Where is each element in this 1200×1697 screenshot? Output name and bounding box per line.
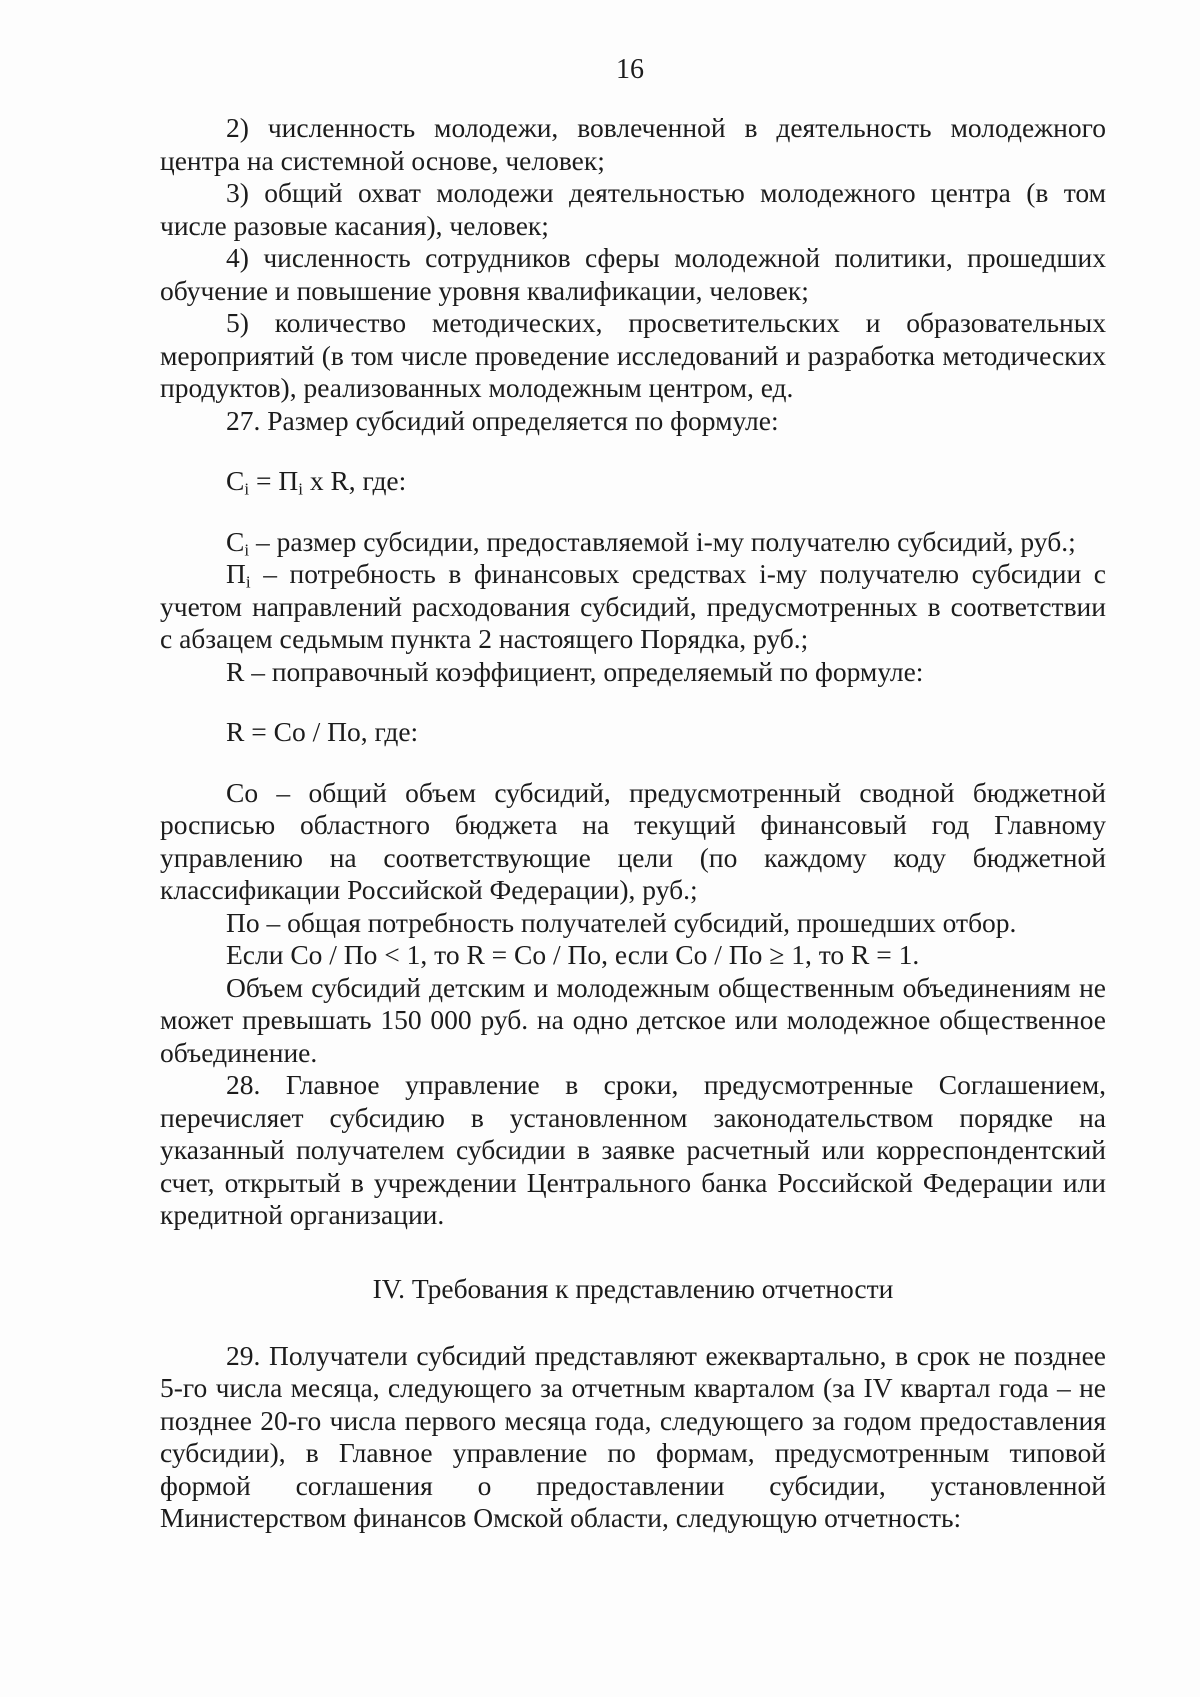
definition-pi-symbol: П — [226, 558, 246, 589]
definition-ci-text: – размер субсидии, предоставляемой i-му получателю субсидий, руб.; — [249, 525, 1076, 557]
paragraph-28: 28. Главное управление в сроки, предусмотренные Соглашением, перечисляет субсидию в установленном законодательством порядке на указанный получателем субсидии в заявке расчетный или корреспондентский счет, открытый в учреждении Центрального банка Российской Федерации или кредитной организации. — [160, 1069, 1106, 1230]
paragraph-27: 27. Размер субсидий определяется по формуле: — [226, 404, 779, 436]
paragraph-item-2: 2) численность молодежи, вовлеченной в деятельность молодежного центра на системной основе, человек; — [160, 112, 1106, 176]
definition-co: Co – общий объем субсидий, предусмотренный сводной бюджетной росписью областного бюджета на текущий финансовый год Главному управлению на соответствующие цели (по каждому коду бюджетной классификации Российской Федерации), руб.; — [160, 776, 1106, 905]
formula-subsidy-c: C — [226, 465, 245, 496]
definition-ci-symbol: C — [226, 525, 245, 557]
formula-subsidy — [160, 465, 1106, 498]
document-body — [160, 112, 1106, 1535]
condition-r: Если Co / По < 1, то R = Co / По, если Co / По ≥ 1, то R = 1. — [226, 939, 920, 970]
section-title: IV. Требования к представлению отчетности — [372, 1272, 894, 1304]
definition-r: R – поправочный коэффициент, определяемый по формуле: — [226, 655, 924, 687]
paragraph-29: 29. Получатели субсидий представляют ежеквартально, в срок не позднее 5-го числа месяца, следующего за отчетным кварталом (за IV квартал года – не позднее 20-го числа первого месяца года, следующего за годом предоставления субсидии), в Главное управление по формам, предусмотренным типовой формой соглашения о предоставлении субсидии, установленной Министерством финансов Омской области, следующую отчетность: — [160, 1339, 1106, 1533]
definition-pi — [160, 558, 1106, 656]
definition-ci — [160, 526, 1106, 559]
page-number: 16 — [616, 54, 644, 85]
paragraph-item-4: 4) численность сотрудников сферы молодежной политики, прошедших обучение и повышение уровня квалификации, человек; — [160, 242, 1106, 306]
paragraph-item-5: 5) количество методических, просветительских и образовательных мероприятий (в том числе проведение исследований и разработка методических продуктов), реализованных молодежным центром, ед. — [160, 307, 1106, 403]
formula-subsidy-mid: = П — [249, 465, 299, 496]
definition-ci-sub: i — [244, 539, 250, 559]
paragraph-item-3: 3) общий охват молодежи деятельностью молодежного центра (в том числе разовые касания), человек; — [160, 177, 1106, 241]
definition-pi-text: – потребность в финансовых средствах i-му получателю субсидии с учетом направлений расходования субсидий, предусмотренных в соответствии с абзацем седьмым пункта 2 настоящего Порядка, руб.; — [160, 558, 1106, 654]
formula-subsidy-end: x R, где: — [302, 465, 407, 496]
definition-po: По – общая потребность получателей субсидий, прошедших отбор. — [226, 906, 1017, 938]
formula-coefficient: R = Co / По, где: — [226, 716, 419, 747]
subsidy-limit: Объем субсидий детским и молодежным общественным объединениям не может превышать 150 000 руб. на одно детское или молодежное общественное объединение. — [160, 971, 1106, 1068]
formula-subsidy-sub-i-2: i — [298, 479, 303, 499]
formula-subsidy-sub-i: i — [244, 479, 250, 499]
definition-pi-sub: i — [245, 572, 251, 592]
